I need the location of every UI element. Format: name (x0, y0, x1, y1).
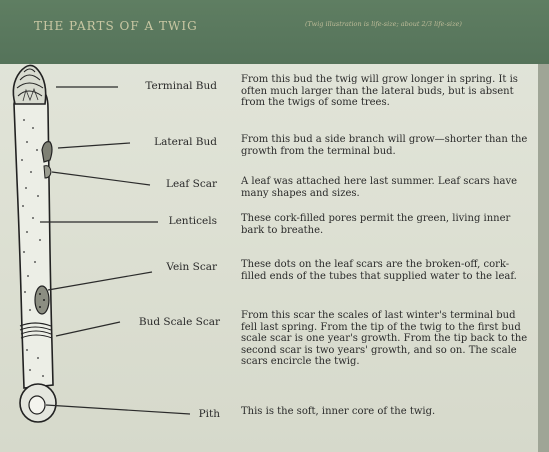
illustration-credit: (Twig illustration is life-size; about 2/3 life-size) (305, 20, 462, 28)
board-edge-shadow (538, 64, 549, 452)
label-vein-scar: Vein Scar (166, 261, 217, 273)
label-lateral-bud: Lateral Bud (154, 136, 217, 148)
twig-body (14, 95, 53, 388)
label-leaf-scar: Leaf Scar (165, 178, 217, 190)
desc-pith: This is the soft, inner core of the twig. (241, 406, 436, 417)
desc-vein-scar: These dots on the leaf scars are the broken-off, cork-filled ends of the tubes that supplied water to the leaf. (241, 259, 517, 282)
leaf-scar (44, 166, 51, 178)
diagram-title: THE PARTS OF A TWIG (34, 19, 198, 33)
desc-leaf-scar: A leaf was attached here last summer. Leaf scars have many shapes and sizes. (241, 176, 518, 199)
lateral-bud (42, 142, 52, 162)
desc-terminal-bud: From this bud the twig will grow longer in spring. It is often much larger than the lateral buds, but is absent from the twigs of some trees. (241, 74, 518, 108)
desc-bud-scale-scar: From this scar the scales of last winter's terminal bud fell last spring. From the tip of the twig to the first bud scale scar is one year's growth. From the tip back to the second scar is two years' growth, and so on. The scale scars encircle the twig. (241, 310, 528, 367)
label-bud-scale-scar: Bud Scale Scar (138, 316, 220, 328)
vein-scar (35, 286, 49, 314)
label-lenticels: Lenticels (168, 215, 217, 227)
leader-vein-scar (48, 272, 152, 290)
label-pith: Pith (198, 408, 220, 420)
desc-lateral-bud: From this bud a side branch will grow—shorter than the growth from the terminal bud. (241, 134, 528, 157)
pith (29, 396, 45, 414)
label-terminal-bud: Terminal Bud (145, 80, 217, 92)
desc-lenticels: These cork-filled pores permit the green, living inner bark to breathe. (241, 213, 511, 236)
